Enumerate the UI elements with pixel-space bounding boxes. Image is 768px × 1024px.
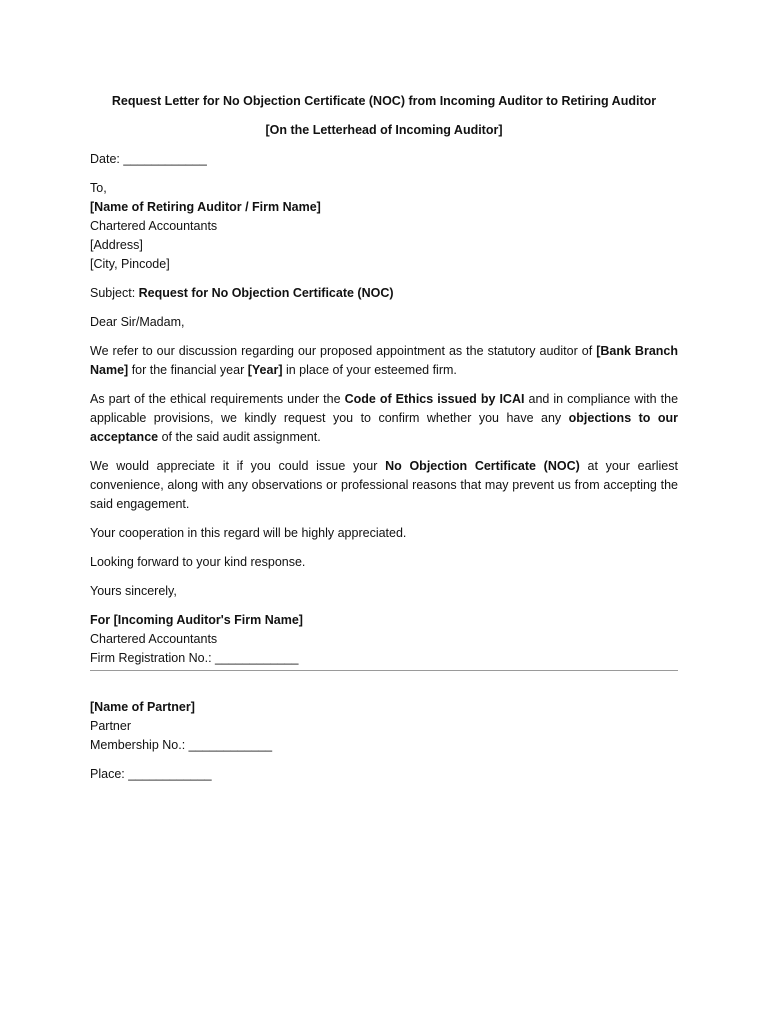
membership-number: Membership No.: ____________	[90, 738, 273, 752]
para1-text-2: for the financial year	[128, 363, 248, 377]
letter-body	[90, 92, 678, 794]
subject-line	[90, 284, 678, 303]
recipient-designation: Chartered Accountants	[90, 219, 218, 233]
salutation: Dear Sir/Madam,	[90, 315, 185, 329]
recipient-address: [Address]	[90, 238, 143, 252]
subject-label: Subject:	[90, 286, 139, 300]
letterhead-note: [On the Letterhead of Incoming Auditor]	[265, 123, 503, 137]
noc-text: No Objection Certificate (NOC)	[385, 459, 580, 473]
para2-text-2: and in compliance with the applicable provisions, we kindly request you to confirm whether you have any	[90, 392, 679, 425]
letter-title: Request Letter for No Objection Certificate (NOC) from Incoming Auditor to Retiring Auditor	[111, 94, 657, 108]
recipient-name: [Name of Retiring Auditor / Firm Name]	[90, 200, 321, 214]
firm-signature-block	[90, 611, 678, 668]
bank-branch-placeholder: [Bank Branch Name]	[90, 344, 678, 377]
recipient-block	[90, 179, 678, 274]
to-label: To,	[90, 181, 107, 195]
subject-text: Request for No Objection Certificate (NOC)	[138, 286, 394, 300]
paragraph-5: Looking forward to your kind response.	[90, 555, 306, 569]
year-placeholder: [Year]	[247, 363, 283, 377]
para1-text-3: in place of your esteemed firm.	[282, 363, 457, 377]
signature-divider	[90, 670, 678, 671]
para2-text-1: As part of the ethical requirements under the	[90, 392, 345, 406]
place-line: Place: ____________	[90, 767, 212, 781]
paragraph-3	[90, 457, 678, 514]
partner-block	[90, 698, 678, 755]
paragraph-4: Your cooperation in this regard will be highly appreciated.	[90, 526, 407, 540]
para1-text-1: We refer to our discussion regarding our proposed appointment as the statutory auditor of	[90, 344, 597, 358]
firm-designation: Chartered Accountants	[90, 632, 218, 646]
recipient-city: [City, Pincode]	[90, 257, 170, 271]
paragraph-1	[90, 342, 678, 380]
para3-text-1: We would appreciate it if you could issue your	[90, 459, 386, 473]
date-line: Date: ____________	[90, 152, 207, 166]
code-of-ethics-text: Code of Ethics issued by ICAI	[344, 392, 525, 406]
closing: Yours sincerely,	[90, 584, 177, 598]
partner-role: Partner	[90, 719, 131, 733]
para3-text-2: at your earliest convenience, along with any observations or professional reasons that may prevent us from accepting the said engagement.	[90, 459, 678, 511]
para2-text-3: of the said audit assignment.	[158, 430, 321, 444]
firm-registration: Firm Registration No.: ____________	[90, 651, 299, 665]
partner-name: [Name of Partner]	[90, 700, 195, 714]
objections-text: objections to our acceptance	[90, 411, 678, 444]
paragraph-2	[90, 390, 678, 447]
firm-name: For [Incoming Auditor's Firm Name]	[90, 613, 303, 627]
